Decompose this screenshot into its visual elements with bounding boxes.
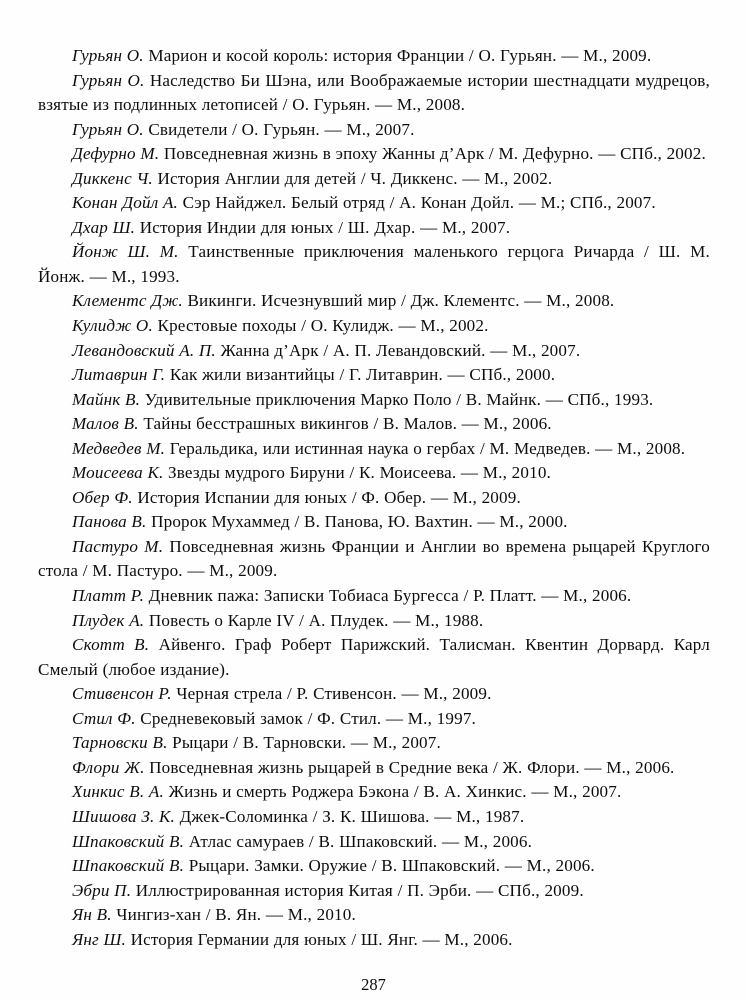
bibliography-entry (38, 731, 710, 756)
bibliography-entry (38, 928, 710, 953)
entry-citation: Сэр Найджел. Белый отряд / А. Конан Дойл. — М.; СПб., 2007. (178, 193, 656, 213)
entry-citation: Джек-Соломинка / З. К. Шишова. — М., 1987. (174, 806, 525, 826)
entry-citation: Как жили византийцы / Г. Литаврин. — СПб., 2000. (165, 365, 556, 385)
entry-citation: Крестовые походы / О. Кулидж. — М., 2002. (152, 316, 489, 336)
entry-author: Левандовский А. П. (72, 340, 216, 360)
entry-author: Пастуро М. (72, 536, 164, 556)
bibliography-entry (38, 756, 710, 781)
entry-author: Тарновски В. (72, 733, 168, 753)
bibliography-entry (38, 191, 710, 216)
entry-author: Ян В. (72, 905, 112, 925)
bibliography-entry (38, 903, 710, 928)
entry-citation: История Англии для детей / Ч. Диккенс. — М., 2002. (152, 168, 553, 188)
bibliography-entry (38, 437, 710, 462)
entry-author: Стивенсон Р. (72, 684, 172, 704)
entry-citation: Жизнь и смерть Роджера Бэкона / В. А. Хинкис. — М., 2007. (163, 782, 622, 802)
entry-citation: Дневник пажа: Записки Тобиаса Бургесса / Р. Платт. — М., 2006. (144, 586, 632, 606)
entry-author: Панова В. (72, 512, 147, 532)
bibliography-entry (38, 535, 710, 584)
entry-author: Моисеева К. (72, 463, 164, 483)
bibliography-entry (38, 830, 710, 855)
bibliography-entry (38, 412, 710, 437)
bibliography-entry (38, 780, 710, 805)
bibliography-entry (38, 682, 710, 707)
bibliography-entry (38, 142, 710, 167)
bibliography-entry (38, 486, 710, 511)
entry-author: Шпаковский В. (72, 831, 185, 851)
entry-citation: Рыцари / В. Тарновски. — М., 2007. (167, 733, 441, 753)
bibliography-list (38, 44, 710, 952)
entry-author: Стил Ф. (72, 708, 136, 728)
entry-author: Хинкис В. А. (72, 782, 164, 802)
entry-citation: Звезды мудрого Бируни / К. Моисеева. — М., 2010. (163, 463, 551, 483)
bibliography-entry (38, 289, 710, 314)
bibliography-entry (38, 339, 710, 364)
bibliography-entry (38, 388, 710, 413)
entry-author: Малов В. (72, 414, 139, 434)
bibliography-entry (38, 854, 710, 879)
entry-author: Шишова З. К. (72, 806, 175, 826)
bibliography-entry (38, 363, 710, 388)
bibliography-entry (38, 707, 710, 732)
entry-author: Медведев М. (72, 438, 166, 458)
bibliography-entry (38, 584, 710, 609)
entry-citation: Айвенго. Граф Роберт Парижский. Талисман. Квентин Дорвард. Карл Смелый (любое издание). (38, 635, 710, 679)
entry-author: Кулидж О. (72, 316, 153, 336)
bibliography-entry (38, 314, 710, 339)
entry-author: Дхар Ш. (72, 217, 136, 237)
entry-citation: Свидетели / О. Гурьян. — М., 2007. (143, 119, 415, 139)
bibliography-entry (38, 879, 710, 904)
entry-citation: История Испании для юных / Ф. Обер. — М., 2009. (132, 487, 521, 507)
entry-citation: Средневековый замок / Ф. Стил. — М., 1997. (135, 708, 476, 728)
entry-author: Литаврин Г. (72, 365, 166, 385)
entry-citation: Наследство Би Шэна, или Воображаемые истории шестнадцати мудрецов, взятые из подлинных летописей / О. Гурьян. — М., 2008. (38, 70, 710, 115)
bibliography-entry (38, 805, 710, 830)
bibliography-entry (38, 510, 710, 535)
entry-author: Эбри П. (72, 880, 132, 900)
entry-author: Шпаковский В. (72, 856, 185, 876)
entry-author: Клементс Дж. (72, 291, 183, 311)
entry-author: Платт Р. (72, 586, 145, 606)
entry-author: Гурьян О. (72, 119, 144, 139)
entry-citation: Черная стрела / Р. Стивенсон. — М., 2009. (171, 684, 492, 704)
entry-citation: Повседневная жизнь Франции и Англии во времена рыцарей Круглого стола / М. Пастуро. — М., 2009. (38, 536, 710, 581)
entry-author: Йонж Ш. М. (72, 242, 179, 262)
entry-citation: Геральдика, или истинная наука о гербах / М. Медведев. — М., 2008. (165, 438, 686, 458)
entry-author: Обер Ф. (72, 487, 133, 507)
entry-author: Диккенс Ч. (72, 168, 153, 188)
bibliography-entry (38, 216, 710, 241)
entry-author: Конан Дойл А. (72, 193, 179, 213)
entry-citation: История Индии для юных / Ш. Дхар. — М., 2007. (135, 217, 511, 237)
bibliography-entry (38, 633, 710, 682)
entry-citation: Тайны бесстрашных викингов / В. Малов. — М., 2006. (138, 414, 552, 434)
entry-citation: Таинственные приключения маленького герцога Ричарда / Ш. М. Йонж. — М., 1993. (38, 242, 710, 286)
entry-author: Флори Ж. (72, 757, 145, 777)
entry-citation: Жанна д’Арк / А. П. Левандовский. — М., 2007. (215, 340, 581, 360)
entry-citation: Повседневная жизнь в эпоху Жанны д’Арк / М. Дефурно. — СПб., 2002. (159, 144, 706, 164)
bibliography-entry (38, 461, 710, 486)
entry-citation: Викинги. Исчезнувший мир / Дж. Клементс. — М., 2008. (182, 291, 615, 311)
entry-citation: Повседневная жизнь рыцарей в Средние века / Ж. Флори. — М., 2006. (144, 757, 675, 777)
entry-citation: Повесть о Карле IV / А. Плудек. — М., 1988. (144, 610, 484, 630)
entry-author: Майнк В. (72, 389, 141, 409)
entry-citation: Чингиз-хан / В. Ян. — М., 2010. (111, 905, 356, 925)
entry-citation: Удивительные приключения Марко Поло / В. Майнк. — СПб., 1993. (140, 389, 654, 409)
page-number: 287 (361, 975, 386, 994)
entry-citation: Пророк Мухаммед / В. Панова, Ю. Вахтин. — М., 2000. (146, 512, 568, 532)
entry-citation: Иллюстрированная история Китая / П. Эрби. — СПб., 2009. (131, 880, 584, 900)
bibliography-entry (38, 240, 710, 289)
entry-author: Скотт В. (72, 635, 150, 655)
entry-citation: Атлас самураев / В. Шпаковский. — М., 2006. (184, 831, 533, 851)
bibliography-entry (38, 118, 710, 143)
entry-author: Дефурно М. (72, 144, 160, 164)
bibliography-entry (38, 69, 710, 118)
entry-author: Плудек А. (72, 610, 145, 630)
entry-author: Янг Ш. (72, 929, 126, 949)
bibliography-entry (38, 44, 710, 69)
entry-author: Гурьян О. (72, 46, 144, 65)
bibliography-entry (38, 609, 710, 634)
entry-citation: Марион и косой король: история Франции / О. Гурьян. — М., 2009. (143, 46, 652, 65)
entry-citation: История Германии для юных / Ш. Янг. — М., 2006. (125, 929, 513, 949)
entry-citation: Рыцари. Замки. Оружие / В. Шпаковский. — М., 2006. (184, 856, 595, 876)
entry-author: Гурьян О. (72, 70, 145, 90)
bibliography-entry (38, 167, 710, 192)
